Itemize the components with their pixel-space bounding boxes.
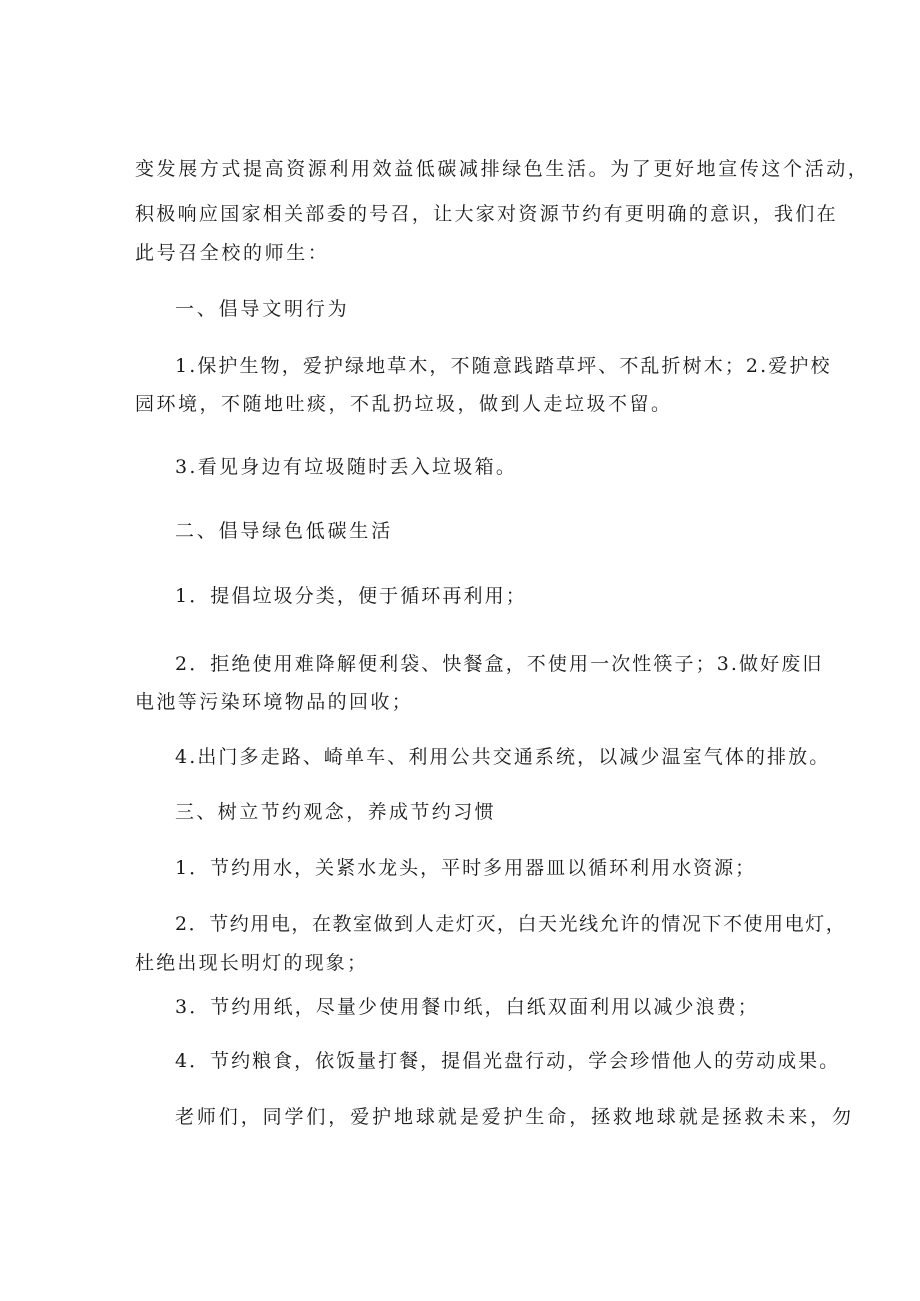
item-3-1: 1．节约用水，关紧水龙头，平时多用器皿以循环利用水资源； xyxy=(175,857,757,879)
item-3-2-line-1: 2．节约用电，在教室做到人走灯灭，白天光线允许的情况下不使用电灯， xyxy=(175,913,847,935)
item-2-4: 4.出门多走路、崎单车、利用公共交通系统，以减少温室气体的排放。 xyxy=(175,746,831,768)
item-1-1-line-1: 1.保护生物，爱护绿地草木，不随意践踏草坪、不乱折树木；2.爱护校 xyxy=(175,355,832,377)
item-1-1-line-2: 园环境，不随地吐痰，不乱扔垃圾，做到人走垃圾不留。 xyxy=(135,393,673,415)
section-heading-3: 三、树立节约观念，养成节约习惯 xyxy=(175,801,497,823)
item-1-3: 3.看见身边有垃圾随时丢入垃圾箱。 xyxy=(175,456,518,478)
section-heading-2: 二、倡导绿色低碳生活 xyxy=(175,520,394,542)
item-2-1: 1．提倡垃圾分类，便于循环再利用； xyxy=(175,585,527,607)
item-2-2-line-1: 2．拒绝使用难降解便利袋、快餐盒，不使用一次性筷子；3.做好废旧 xyxy=(175,653,824,675)
item-2-2-line-2: 电池等污染环境物品的回收； xyxy=(135,691,414,713)
section-heading-1: 一、倡导文明行为 xyxy=(175,298,350,320)
item-3-2-line-2: 杜绝出现长明灯的现象； xyxy=(135,952,369,974)
paragraph-intro-line-2: 积极响应国家相关部委的号召，让大家对资源节约有更明确的意识，我们在 xyxy=(135,203,838,225)
paragraph-intro-line-3: 此号召全校的师生： xyxy=(135,242,330,264)
item-3-3: 3．节约用纸，尽量少使用餐巾纸，白纸双面利用以减少浪费； xyxy=(175,996,759,1018)
closing-paragraph-line-1: 老师们，同学们，爱护地球就是爱护生命，拯救地球就是拯救未来，勿 xyxy=(175,1106,854,1128)
paragraph-intro-line-1: 变发展方式提高资源利用效益低碳减排绿色生活。为了更好地宣传这个活动， xyxy=(135,158,870,180)
item-3-4: 4．节约粮食，依饭量打餐，提倡光盘行动，学会珍惜他人的劳动成果。 xyxy=(175,1050,841,1072)
